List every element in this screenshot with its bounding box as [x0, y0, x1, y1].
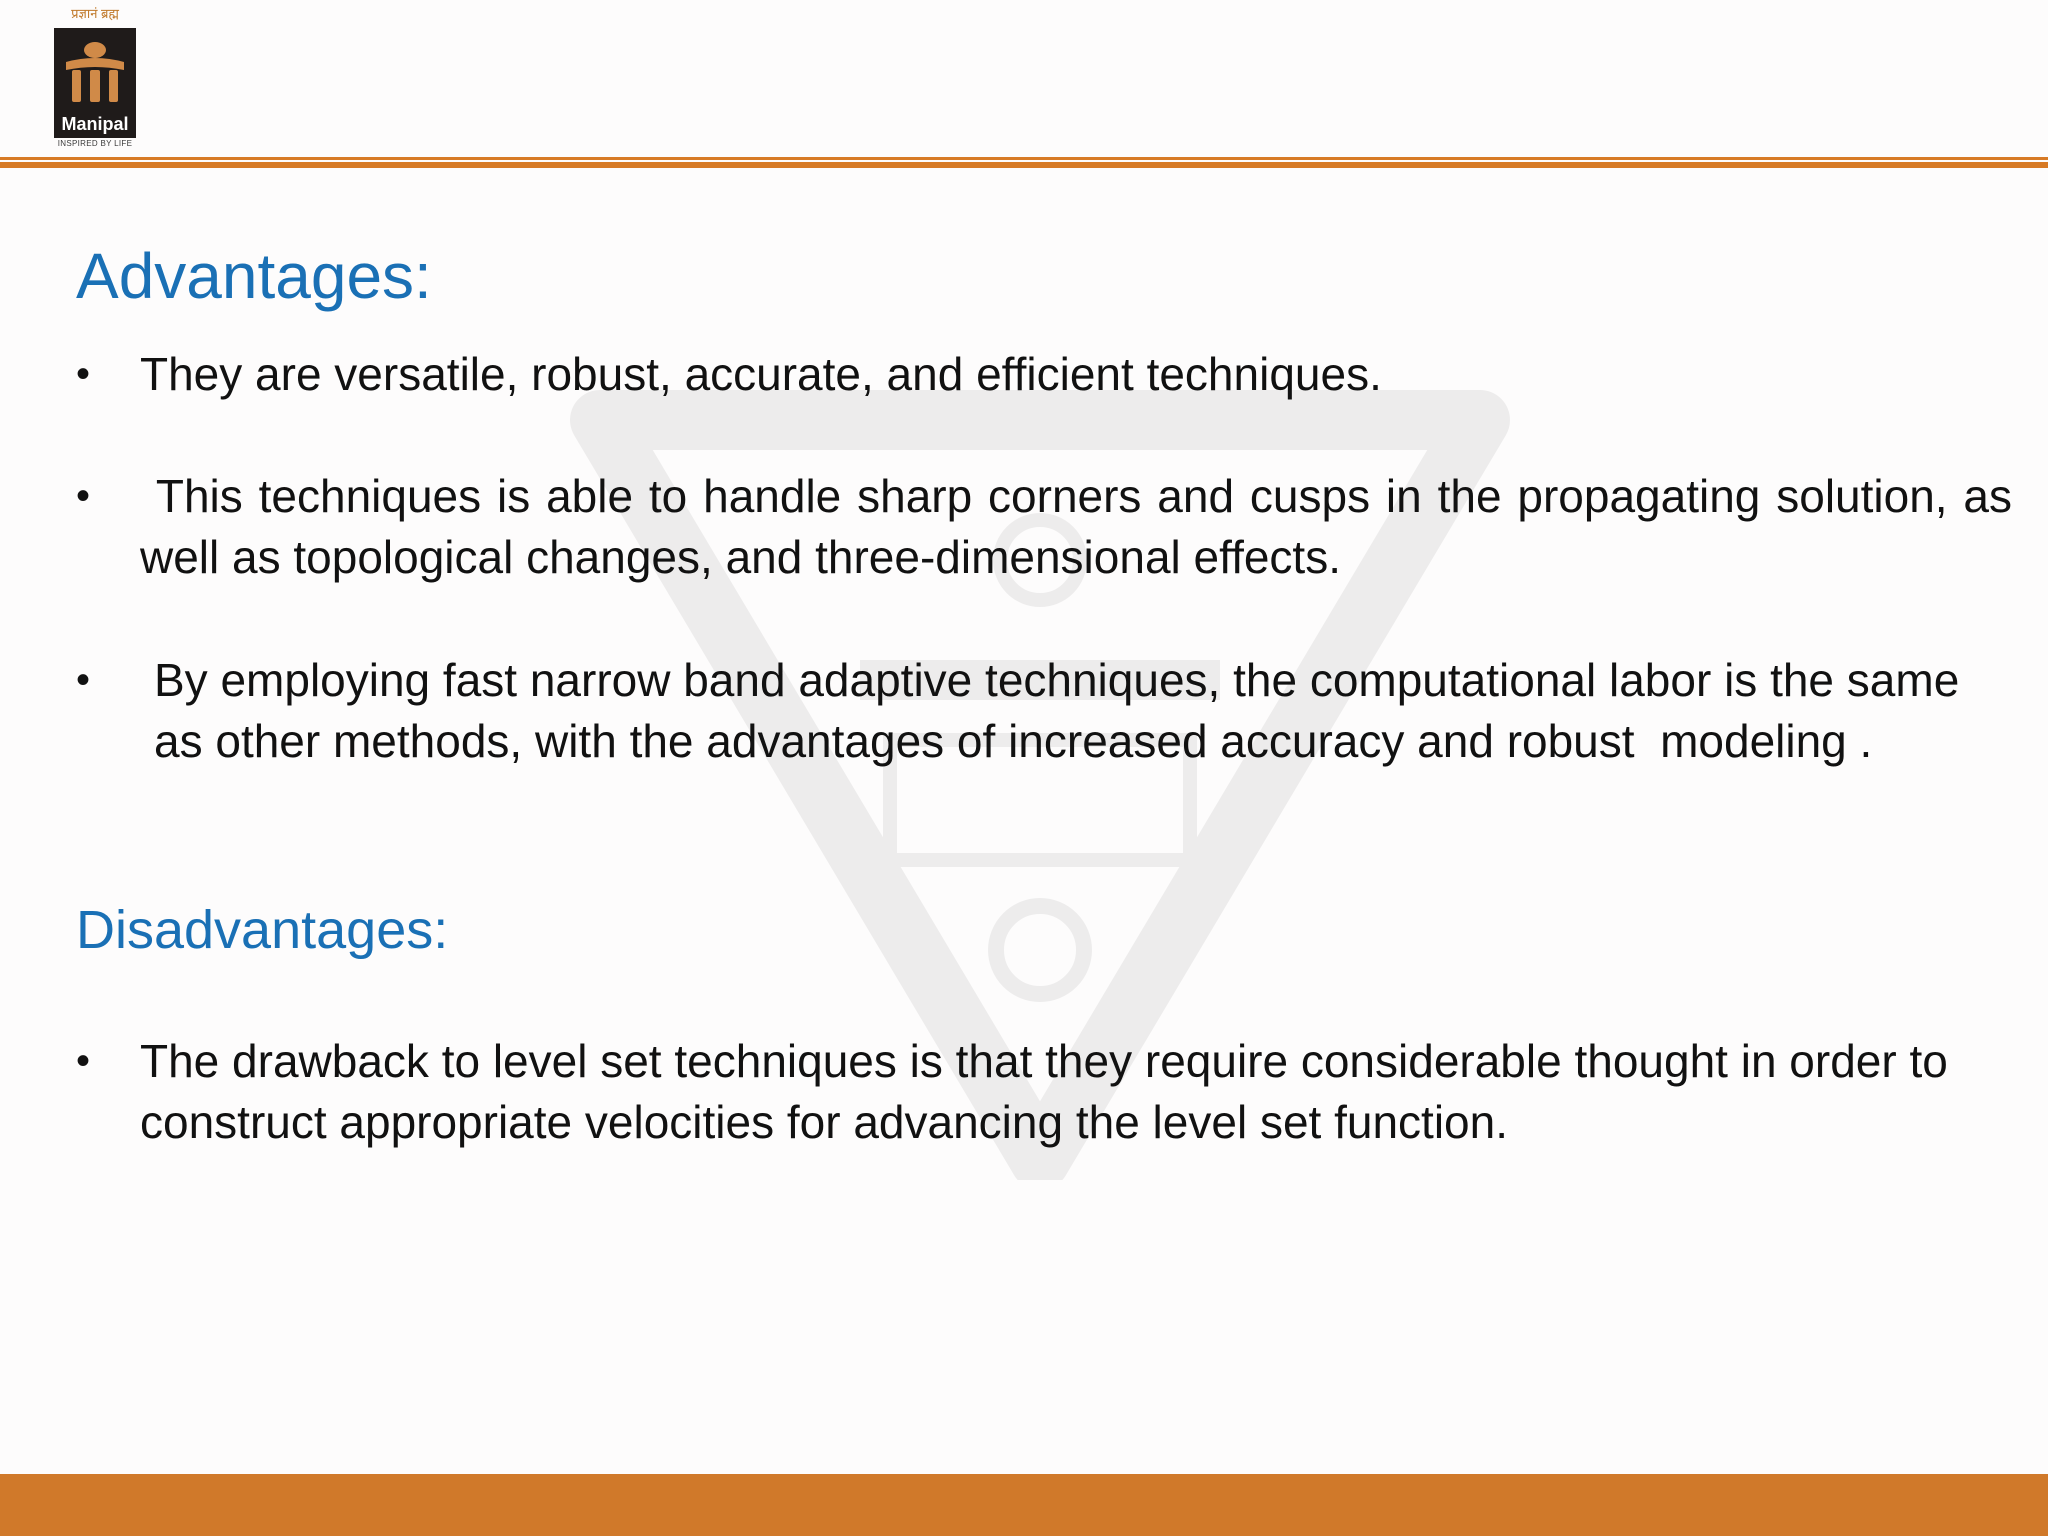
logo-tagline: INSPIRED BY LIFE: [57, 139, 133, 148]
advantage-text: This techniques is able to handle sharp corners and cusps in the propagating solution, as well as topological changes, and three-dimensional effects.: [140, 470, 2025, 583]
bullet-icon: •: [76, 352, 91, 396]
disadvantage-text: The drawback to level set techniques is that they require considerable thought in order to construct appropriate velocities for advancing the level set function.: [140, 1035, 1961, 1148]
footer-bar: [0, 1474, 2048, 1536]
bullet-icon: •: [76, 1039, 91, 1083]
advantage-item: [76, 344, 2012, 405]
logo-name: Manipal: [61, 114, 129, 134]
disadvantages-heading: Disadvantages:: [76, 900, 449, 960]
advantage-text: By employing fast narrow band adaptive techniques, the computational labor is the same as other methods, with the advantages of increased accuracy and robust modeling .: [154, 654, 1973, 767]
disadvantage-item: [76, 1031, 2012, 1153]
header-rule-thick: [0, 162, 2048, 168]
bullet-icon: •: [76, 658, 91, 702]
manipal-logo: [52, 4, 138, 150]
logo-emblem: [54, 28, 136, 138]
header-rule-thin: [0, 157, 2048, 160]
bullet-icon: •: [76, 474, 91, 518]
advantages-heading: Advantages:: [76, 240, 432, 312]
advantage-item: [76, 466, 2025, 588]
advantage-item: [76, 650, 2012, 772]
advantage-text: They are versatile, robust, accurate, and efficient techniques.: [140, 348, 1382, 400]
logo-sanskrit-text: प्रज्ञानं ब्रह्म: [71, 6, 119, 21]
